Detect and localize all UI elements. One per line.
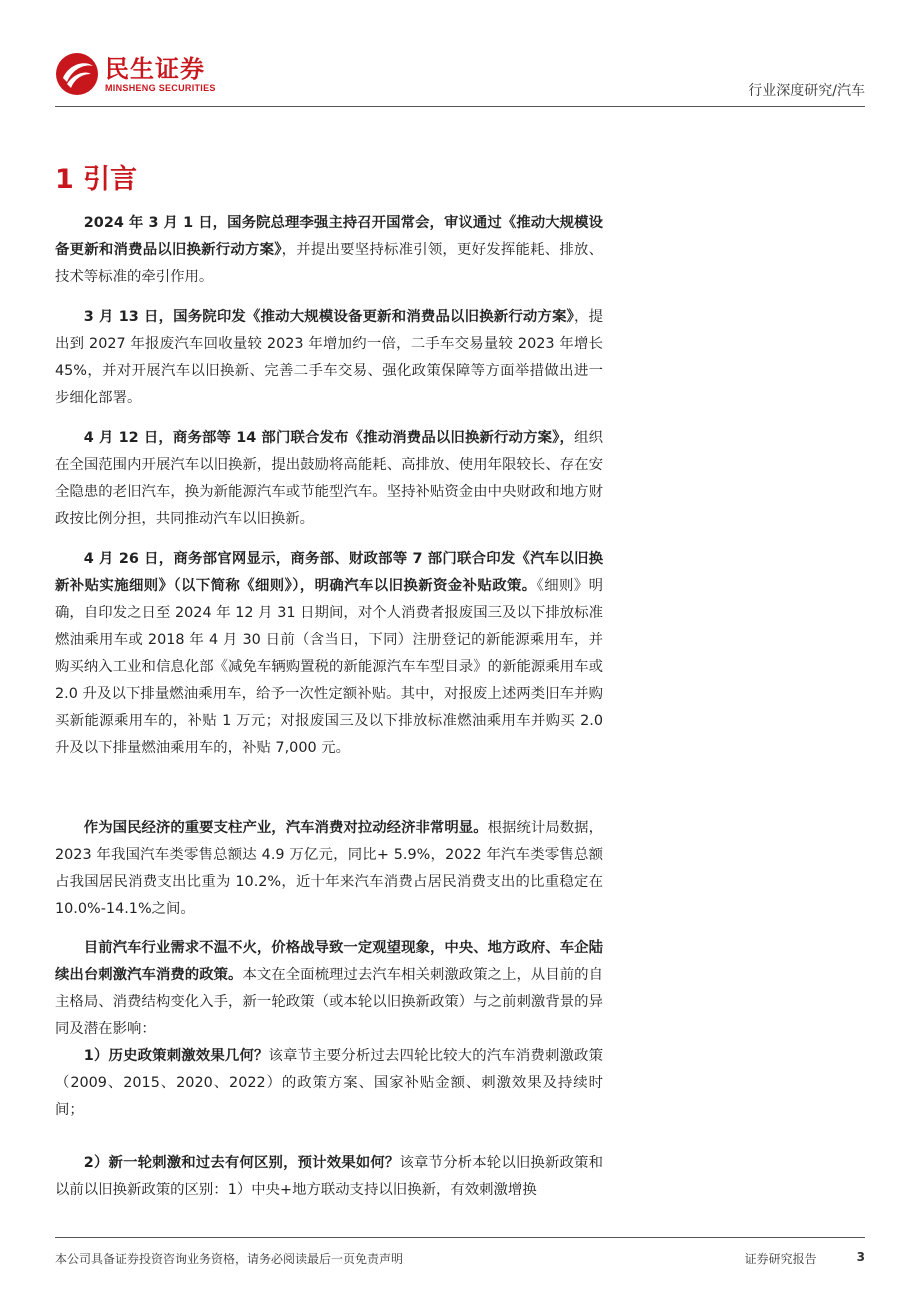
paragraph-2-text: ，提出到 2027 年报废汽车回收量较 2023 年增加约一倍，二手车交易量较 2023 年增长 45%，并对开展汽车以旧换新、完善二手车交易、强化政策保障等方面举措做出进一步细化部署。 [55, 309, 603, 406]
paragraph-5-text: 根据统计局数据，2023 年我国汽车类零售总额达 4.9 万亿元，同比+ 5.9%，2022 年汽车类零售总额占我国居民消费支出比重为 10.2%，近十年来汽车消费占居民消费支出的比重稳定在 10.0%-14.1%之间。 [55, 820, 603, 917]
paragraph-6-text: 本文在全面梳理过去汽车相关刺激政策之上，从目前的自主格局、消费结构变化入手，新一轮政策（或本轮以旧换新政策）与之前刺激背景的异同及潜在影响： [55, 967, 603, 1037]
minsheng-logo-icon [55, 52, 99, 96]
paragraph-7 [55, 1043, 603, 1124]
paragraph-1-text: ，并提出要坚持标准引领，更好发挥能耗、排放、技术等标准的牵引作用。 [55, 242, 603, 285]
company-logo [55, 52, 216, 96]
paragraph-3 [55, 425, 603, 533]
paragraph-7-bold: 1）历史政策刺激效果几何？ [83, 1048, 269, 1064]
paragraph-8 [55, 1150, 603, 1204]
paragraph-8-bold: 2）新一轮刺激和过去有何区别，预计效果如何？ [83, 1155, 400, 1171]
paragraph-4-text: 《细则》明确，自印发之日至 2024 年 12 月 31 日期间，对个人消费者报废国三及以下排放标准燃油乘用车或 2018 年 4 月 30 日前（含当日，下同）注册登记的新能源乘用车，并购买纳入工业和信息化部《减免车辆购置税的新能源汽车车型目录》的新能源乘用车或 2.0 升及以下排量燃油乘用车，给予一次性定额补贴。其中，对报废上述两类旧车并购买新能源乘用车的，补贴 1 万元；对报废国三及以下排放标准燃油乘用车并购买 2.0 升及以下排量燃油乘用车的，补贴 7,000 元。 [55, 578, 603, 756]
paragraph-6-bold: 目前汽车行业需求不温不火，价格战导致一定观望现象，中央、地方政府、车企陆续出台刺激汽车消费的政策。 [55, 940, 603, 983]
paragraph-4 [55, 546, 603, 762]
page-header [55, 50, 865, 106]
footer-right [745, 1250, 865, 1267]
paragraph-5 [55, 815, 603, 923]
paragraph-5-bold: 作为国民经济的重要支柱产业，汽车消费对拉动经济非常明显。 [83, 820, 488, 836]
header-divider [55, 106, 865, 107]
report-category: 行业深度研究/汽车 [748, 83, 865, 99]
paragraph-3-text: 组织在全国范围内开展汽车以旧换新，提出鼓励将高能耗、高排放、使用年限较长、存在安全隐患的老旧汽车，换为新能源汽车或节能型汽车。坚持补贴资金由中央财政和地方财政按比例分担，共同推动汽车以旧换新。 [55, 430, 603, 527]
section-title: 1 引言 [55, 164, 138, 195]
paragraph-8-text: 该章节分析本轮以旧换新政策和以前以旧换新政策的区别：1）中央+地方联动支持以旧换新，有效刺激增换 [55, 1155, 603, 1198]
footer-report-type: 证券研究报告 [744, 1252, 817, 1266]
paragraph-4-bold: 4 月 26 日，商务部官网显示，商务部、财政部等 7 部门联合印发《汽车以旧换新补贴实施细则》（以下简称《细则》），明确汽车以旧换新资金补贴政策。 [55, 551, 603, 594]
paragraph-7-text: 该章节主要分析过去四轮比较大的汽车消费刺激政策（2009、2015、2020、2022）的政策方案、国家补贴金额、刺激效果及持续时间； [55, 1048, 603, 1118]
paragraph-2-bold: 3 月 13 日，国务院印发《推动大规模设备更新和消费品以旧换新行动方案》 [83, 309, 575, 325]
paragraph-2 [55, 304, 603, 412]
paragraph-1-bold: 2024 年 3 月 1 日，国务院总理李强主持召开国常会，审议通过《推动大规模设备更新和消费品以旧换新行动方案》 [55, 215, 603, 258]
paragraph-3-bold: 4 月 12 日，商务部等 14 部门联合发布《推动消费品以旧换新行动方案》， [83, 430, 575, 446]
page-number: 3 [856, 1250, 865, 1264]
paragraph-1 [55, 210, 603, 291]
footer-disclaimer: 本公司具备证券投资咨询业务资格，请务必阅读最后一页免责声明 [55, 1252, 404, 1266]
paragraph-6 [55, 935, 603, 1043]
logo-english-name: MINSHENG SECURITIES [105, 82, 216, 93]
logo-chinese-name: 民生证券 [105, 54, 205, 83]
footer-divider [55, 1237, 865, 1238]
